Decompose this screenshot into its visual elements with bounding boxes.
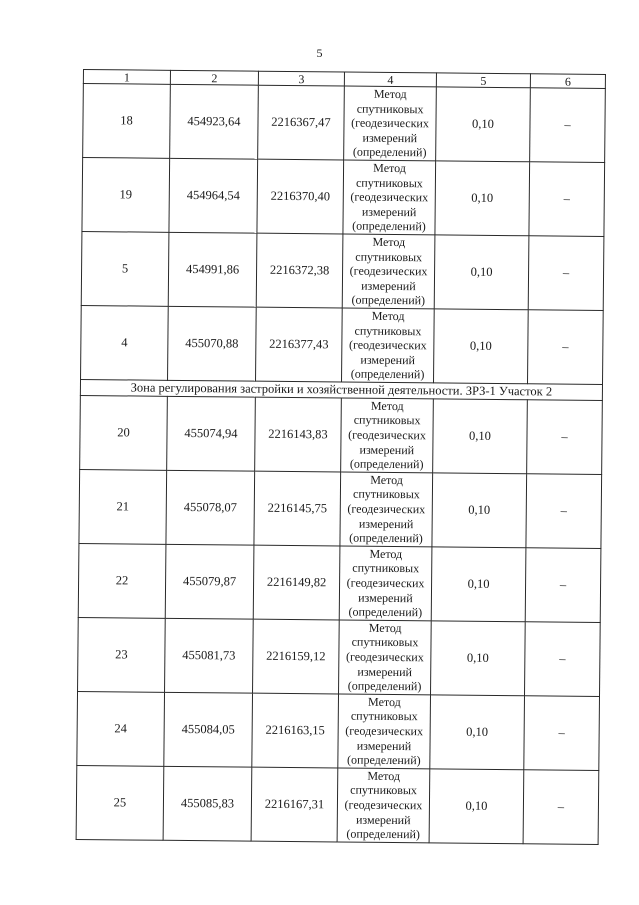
coordinate-x-cell: 455081,73 xyxy=(165,618,254,693)
accuracy-cell: 0,10 xyxy=(433,399,528,474)
coordinate-x-cell: 454923,64 xyxy=(170,84,259,159)
method-text-line: Метод xyxy=(371,308,405,324)
coordinate-y-cell: 2216163,15 xyxy=(252,693,339,768)
note-cell: – xyxy=(524,696,600,771)
coordinate-x-cell: 454991,86 xyxy=(168,232,257,307)
method-text-line: (определений) xyxy=(352,144,427,160)
method-text-line: (геодезических xyxy=(351,115,429,131)
method-text-line: спутниковых xyxy=(352,561,420,576)
column-number-cell: 4 xyxy=(344,72,436,87)
method-text-line: Метод xyxy=(367,768,401,783)
method-text-line: измерений xyxy=(359,442,415,457)
note-cell: – xyxy=(526,474,602,549)
method-text-line: Метод xyxy=(373,160,406,176)
method-text-line: измерений xyxy=(362,130,418,145)
method-text-line: (определений) xyxy=(351,292,426,308)
section-title: Зона регулирования застройки и хозяйственной деятельности. ЗРЗ-1 Участок 2 xyxy=(80,379,602,400)
accuracy-cell: 0,10 xyxy=(431,621,526,696)
accuracy-cell: 0,10 xyxy=(435,161,530,236)
method-text-line: (определений) xyxy=(348,604,423,620)
note-cell: – xyxy=(527,400,603,475)
note-cell: – xyxy=(528,236,604,311)
coordinate-y-cell: 2216143,83 xyxy=(255,397,342,472)
column-number-cell: 1 xyxy=(83,70,170,85)
method-text-line: измерений xyxy=(357,664,413,679)
method-text-line: спутниковых xyxy=(352,487,420,502)
coordinate-y-cell: 2216367,47 xyxy=(258,85,345,160)
coordinate-y-cell: 2216370,40 xyxy=(257,159,344,234)
method-text-line: (геодезических xyxy=(348,337,427,353)
accuracy-cell: 0,10 xyxy=(436,87,531,162)
method-text-line: Метод xyxy=(373,86,407,102)
column-number-cell: 6 xyxy=(530,74,605,89)
method-text-line: спутниковых xyxy=(353,413,421,428)
table-row xyxy=(78,617,601,696)
method-text-line: (определений) xyxy=(349,530,423,546)
point-number-cell: 19 xyxy=(82,157,170,232)
coordinate-x-cell: 455070,88 xyxy=(168,306,257,381)
table-row xyxy=(83,84,606,163)
point-number-cell: 24 xyxy=(77,691,165,766)
coordinate-y-cell: 2216167,31 xyxy=(251,767,338,842)
method-cell xyxy=(341,398,434,473)
column-number-cell: 3 xyxy=(258,71,344,86)
method-text-line: измерений xyxy=(361,278,416,293)
table-row xyxy=(76,765,599,844)
method-text-line: (определений) xyxy=(347,678,422,694)
method-text-line: спутниковых xyxy=(355,249,423,264)
method-text-line: (геодезических xyxy=(346,575,425,591)
accuracy-cell: 0,10 xyxy=(429,769,524,844)
method-text-line: (геодезических xyxy=(348,427,426,443)
table-row xyxy=(81,231,604,310)
note-cell: – xyxy=(530,88,606,163)
method-text-line: спутниковых xyxy=(355,175,423,190)
method-text-line: (геодезических xyxy=(350,189,429,205)
coordinate-x-cell: 455085,83 xyxy=(163,766,252,841)
accuracy-cell: 0,10 xyxy=(434,235,529,310)
coordinates-table xyxy=(76,69,606,845)
method-cell xyxy=(344,86,437,161)
table-row xyxy=(81,305,604,384)
method-cell xyxy=(338,694,431,769)
coordinate-x-cell: 455084,05 xyxy=(164,692,253,767)
point-number-cell: 23 xyxy=(78,617,166,692)
note-cell: – xyxy=(528,310,604,385)
method-text-line: (определений) xyxy=(346,826,421,842)
method-text-line: Метод xyxy=(369,546,403,561)
coordinate-y-cell: 2216149,82 xyxy=(253,545,340,620)
column-number-cell: 2 xyxy=(170,70,258,85)
table-row xyxy=(77,691,600,770)
method-text-line: (определений) xyxy=(352,218,426,234)
method-text-line: Метод xyxy=(368,694,401,709)
accuracy-cell: 0,10 xyxy=(432,473,527,548)
method-text-line: измерений xyxy=(356,738,412,753)
method-text-line: (определений) xyxy=(347,752,421,768)
method-cell xyxy=(342,308,435,383)
note-cell: – xyxy=(525,622,601,697)
method-text-line: измерений xyxy=(361,204,417,219)
method-text-line: Метод xyxy=(372,234,406,250)
coordinate-x-cell: 455079,87 xyxy=(165,544,254,619)
method-text-line: измерений xyxy=(358,590,413,605)
coordinate-x-cell: 455074,94 xyxy=(167,396,256,471)
method-cell xyxy=(337,768,430,843)
page-number: 5 xyxy=(316,46,323,60)
coordinate-y-cell: 2216372,38 xyxy=(256,233,343,308)
accuracy-cell: 0,10 xyxy=(430,695,525,770)
method-text-line: (геодезических xyxy=(345,649,424,665)
method-text-line: (геодезических xyxy=(349,263,428,279)
method-text-line: спутниковых xyxy=(354,323,422,338)
point-number-cell: 22 xyxy=(78,543,166,618)
method-cell xyxy=(339,546,432,621)
method-cell xyxy=(339,620,432,695)
note-cell: – xyxy=(529,162,605,237)
method-cell xyxy=(340,472,433,547)
point-number-cell: 4 xyxy=(81,305,169,380)
method-text-line: спутниковых xyxy=(350,708,418,724)
coordinate-y-cell: 2216145,75 xyxy=(254,471,341,546)
coordinate-y-cell: 2216377,43 xyxy=(256,307,343,382)
point-number-cell: 25 xyxy=(76,765,164,840)
method-text-line: спутниковых xyxy=(350,782,418,798)
point-number-cell: 5 xyxy=(81,231,169,306)
note-cell: – xyxy=(523,769,599,844)
accuracy-cell: 0,10 xyxy=(431,547,526,622)
table-row xyxy=(78,543,601,622)
method-text-line: (геодезических xyxy=(347,501,426,517)
point-number-cell: 18 xyxy=(83,84,171,159)
method-cell xyxy=(343,160,436,235)
method-text-line: Метод xyxy=(370,398,404,413)
method-text-line: измерений xyxy=(355,812,411,827)
column-number-cell: 5 xyxy=(436,73,530,88)
method-text-line: спутниковых xyxy=(356,101,424,116)
note-cell: – xyxy=(525,548,601,623)
table-row xyxy=(80,395,603,474)
coordinate-y-cell: 2216159,12 xyxy=(253,619,340,694)
method-text-line: Метод xyxy=(368,620,402,635)
method-text-line: измерений xyxy=(358,516,414,531)
table-row xyxy=(82,157,605,236)
table-body xyxy=(76,70,605,845)
method-text-line: спутниковых xyxy=(351,634,419,650)
table-row xyxy=(79,469,602,548)
coordinate-x-cell: 455078,07 xyxy=(166,470,255,545)
method-text-line: (определений) xyxy=(350,366,425,382)
accuracy-cell: 0,10 xyxy=(434,309,529,384)
method-text-line: Метод xyxy=(370,472,403,487)
method-cell xyxy=(342,234,435,309)
method-text-line: (определений) xyxy=(349,456,424,472)
method-text-line: (геодезических xyxy=(344,797,423,813)
method-text-line: измерений xyxy=(360,352,416,367)
coordinate-x-cell: 454964,54 xyxy=(169,158,258,233)
point-number-cell: 21 xyxy=(79,469,167,544)
point-number-cell: 20 xyxy=(80,395,168,470)
method-text-line: (геодезических xyxy=(345,723,424,739)
